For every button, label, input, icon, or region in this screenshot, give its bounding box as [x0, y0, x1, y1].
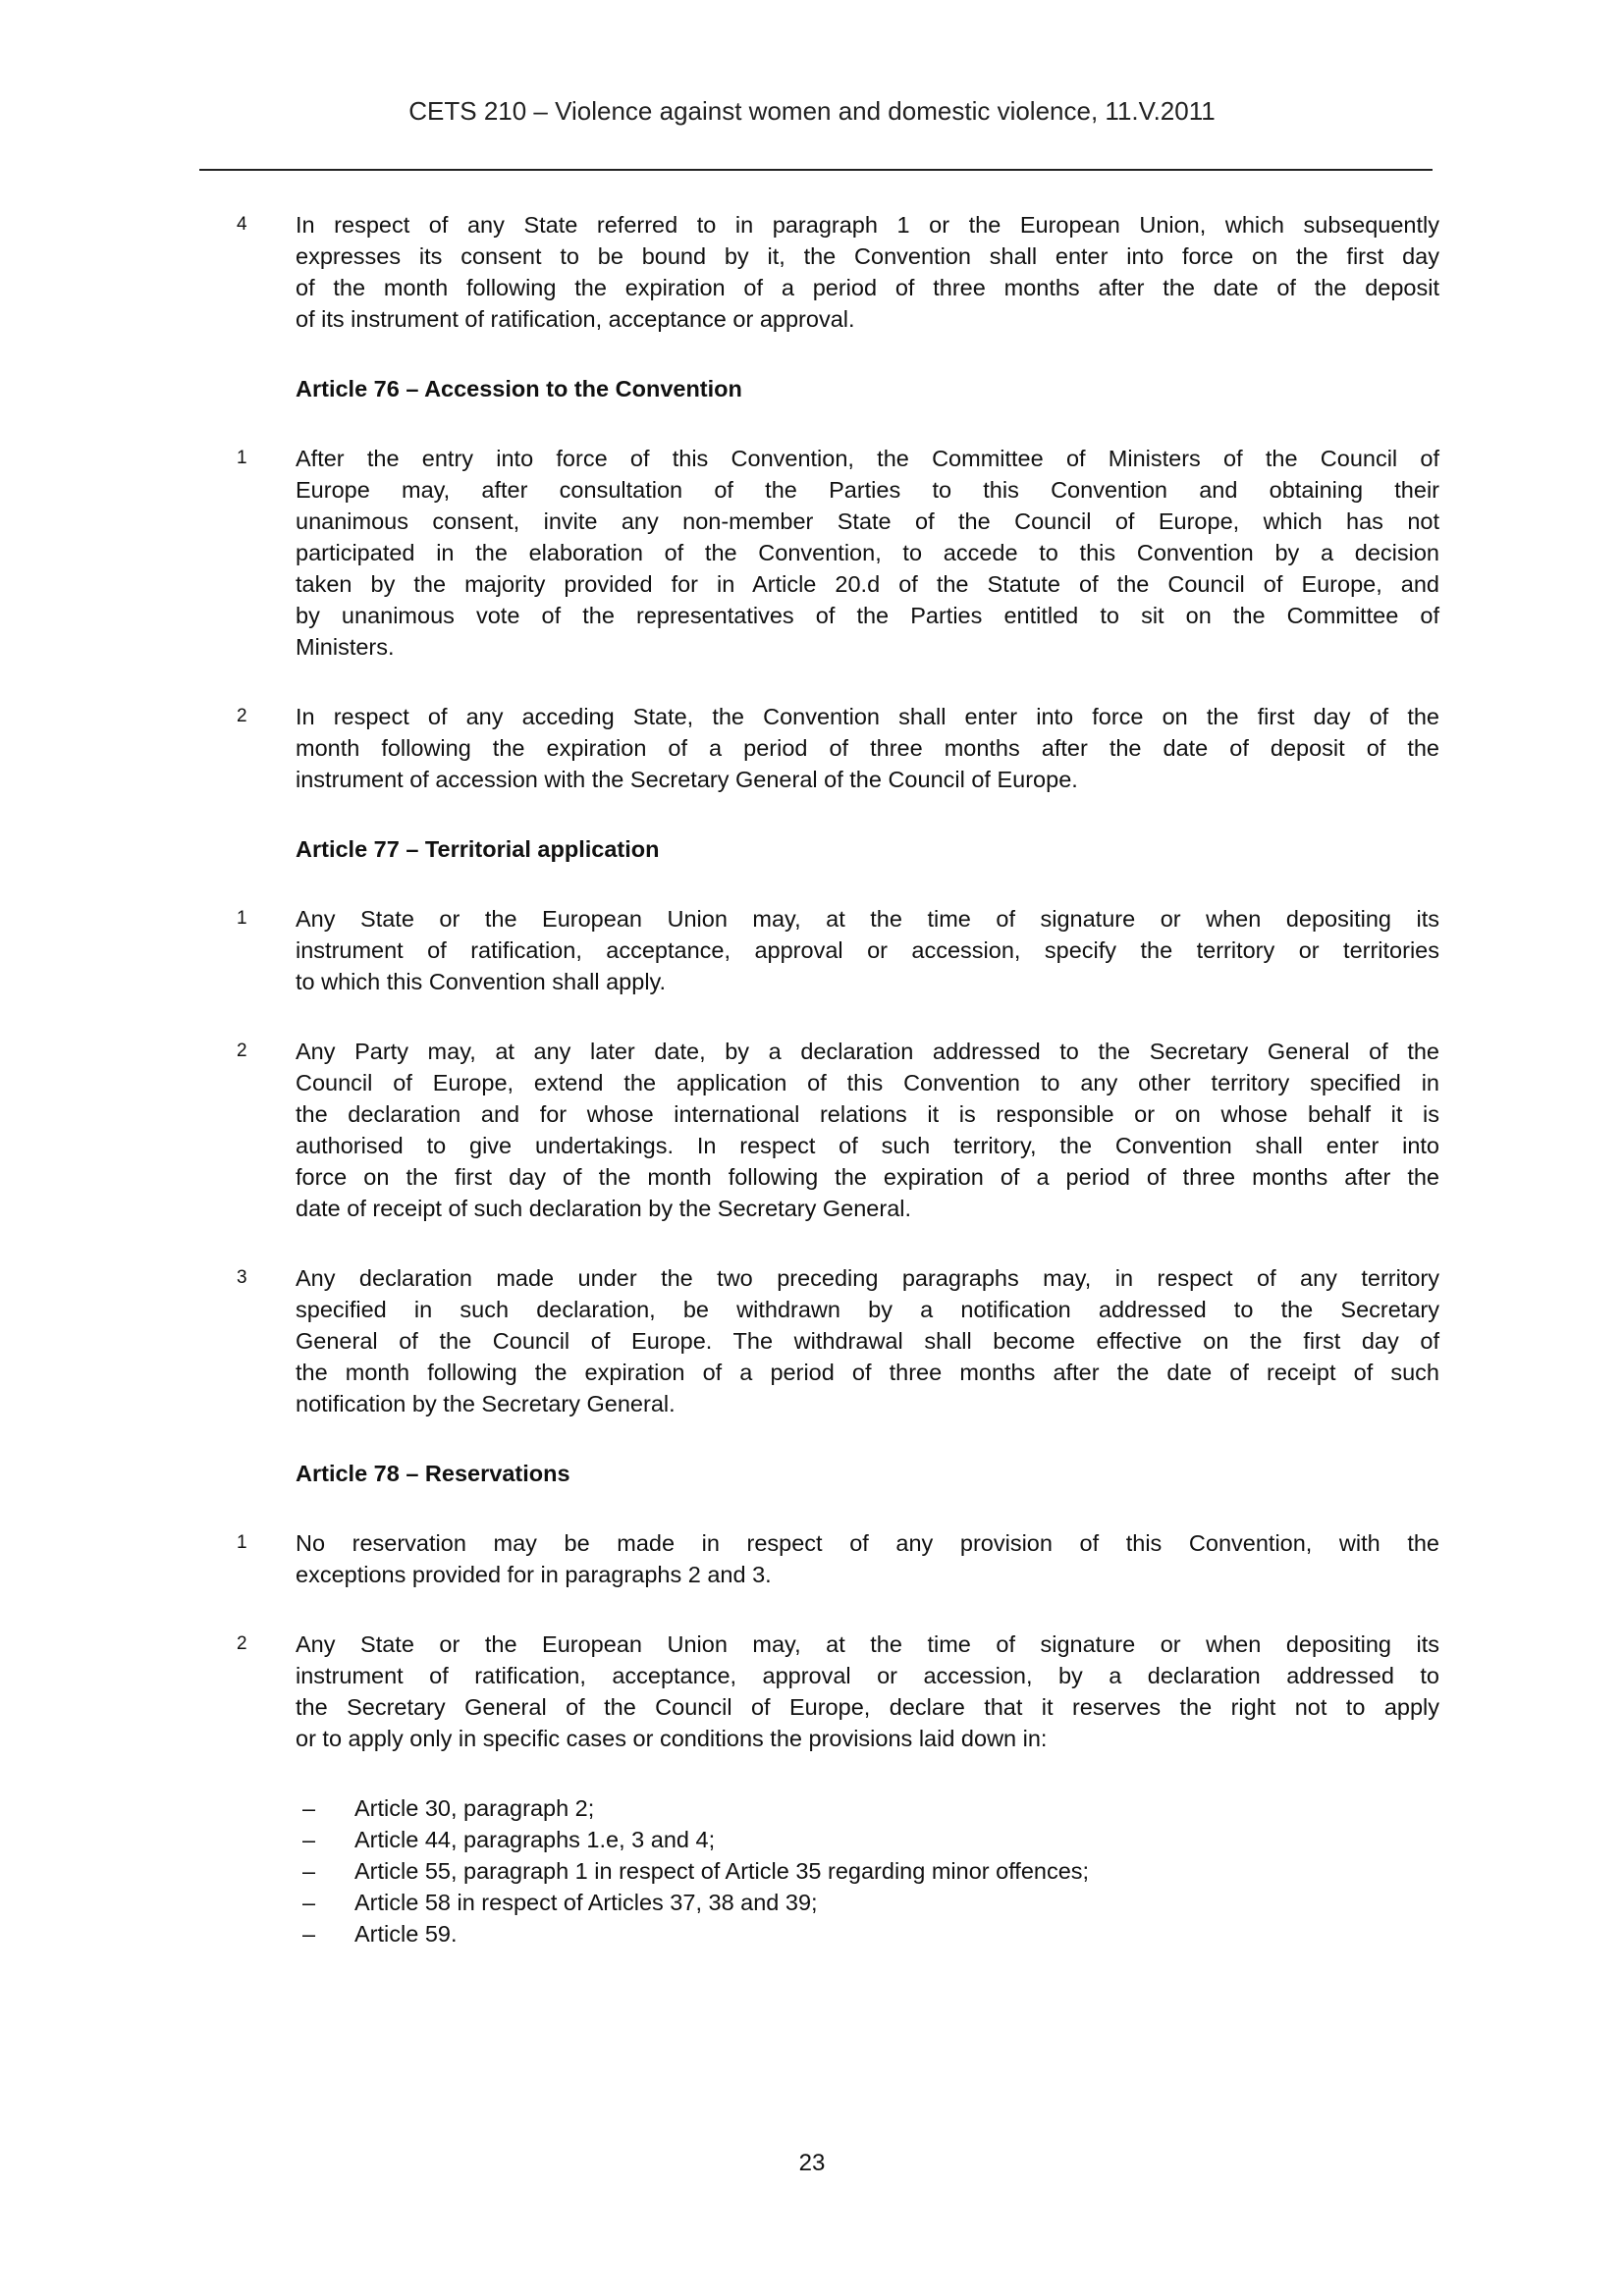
- dash-bullet-icon: –: [302, 1858, 316, 1884]
- list-item: [302, 1887, 1439, 1918]
- paragraph-line: instrument of ratification, acceptance, approval or accession, specify the territory or territories: [296, 937, 1439, 963]
- paragraph-number: 1: [237, 448, 247, 468]
- paragraph-line: notification by the Secretary General.: [296, 1391, 676, 1416]
- header-rule: [199, 169, 1433, 171]
- paragraph-line: or to apply only in specific cases or conditions the provisions laid down in:: [296, 1726, 1048, 1751]
- paragraph-line: of its instrument of ratification, acceptance or approval.: [296, 306, 855, 332]
- paragraph: [237, 443, 1439, 663]
- paragraph-line: In respect of any acceding State, the Convention shall enter into force on the first day of the: [296, 704, 1439, 729]
- paragraph-line: In respect of any State referred to in paragraph 1 or the European Union, which subsequently: [296, 212, 1439, 238]
- paragraph-line: expresses its consent to be bound by it, the Convention shall enter into force on the first day: [296, 243, 1439, 269]
- paragraph-line: exceptions provided for in paragraphs 2 and 3.: [296, 1562, 772, 1587]
- paragraph-number: 1: [237, 908, 247, 929]
- paragraph-line: Any State or the European Union may, at the time of signature or when depositing its: [296, 906, 1439, 932]
- paragraph-line: instrument of accession with the Secretary General of the Council of Europe.: [296, 767, 1078, 792]
- page-number: 23: [798, 2150, 826, 2176]
- paragraph-line: by unanimous vote of the representatives of the Parties entitled to sit on the Committee of: [296, 603, 1439, 628]
- list-item: [302, 1855, 1439, 1887]
- paragraph-line: Ministers.: [296, 634, 395, 660]
- paragraph-line: General of the Council of Europe. The withdrawal shall become effective on the first day of: [296, 1328, 1439, 1354]
- list-item-text: Article 30, paragraph 2;: [354, 1795, 595, 1821]
- paragraph: [237, 1036, 1439, 1224]
- paragraph-line: After the entry into force of this Convention, the Committee of Ministers of the Council of: [296, 446, 1439, 471]
- list-item: [302, 1824, 1439, 1855]
- paragraph: [237, 1262, 1439, 1419]
- document-body: [237, 209, 1439, 1949]
- paragraph-line: unanimous consent, invite any non-member State of the Council of Europe, which has not: [296, 508, 1439, 534]
- list-item: [302, 1918, 1439, 1949]
- dash-bullet-icon: –: [302, 1827, 316, 1852]
- paragraph-line: month following the expiration of a period of three months after the date of deposit of the: [296, 735, 1439, 761]
- paragraph-number: 1: [237, 1532, 247, 1553]
- article-heading: Article 77 – Territorial application: [296, 836, 660, 862]
- reservations-list: [237, 1792, 1439, 1949]
- paragraph-line: Council of Europe, extend the application of this Convention to any other territory specified in: [296, 1070, 1439, 1095]
- list-item-text: Article 58 in respect of Articles 37, 38 and 39;: [354, 1890, 818, 1915]
- dash-bullet-icon: –: [302, 1890, 316, 1915]
- paragraph: [237, 1527, 1439, 1590]
- paragraph: [237, 209, 1439, 335]
- paragraph-line: Europe may, after consultation of the Parties to this Convention and obtaining their: [296, 477, 1439, 503]
- dash-bullet-icon: –: [302, 1795, 316, 1821]
- paragraph-line: the month following the expiration of a period of three months after the date of receipt of such: [296, 1360, 1439, 1385]
- paragraph-line: date of receipt of such declaration by the Secretary General.: [296, 1196, 912, 1221]
- article-heading: Article 76 – Accession to the Convention: [296, 376, 742, 401]
- paragraph-line: the Secretary General of the Council of Europe, declare that it reserves the right not to apply: [296, 1694, 1439, 1720]
- paragraph-line: to which this Convention shall apply.: [296, 969, 667, 994]
- paragraph-line: taken by the majority provided for in Article 20.d of the Statute of the Council of Europe, and: [296, 571, 1439, 597]
- article-heading: Article 78 – Reservations: [296, 1461, 570, 1486]
- running-header: CETS 210 – Violence against women and domestic violence, 11.V.2011: [408, 96, 1216, 126]
- paragraph: [237, 1629, 1439, 1754]
- paragraph-line: Any State or the European Union may, at the time of signature or when depositing its: [296, 1631, 1439, 1657]
- list-item-text: Article 55, paragraph 1 in respect of Article 35 regarding minor offences;: [354, 1858, 1090, 1884]
- paragraph-line: No reservation may be made in respect of any provision of this Convention, with the: [296, 1530, 1439, 1556]
- paragraph-number: 4: [237, 214, 247, 235]
- paragraph-line: authorised to give undertakings. In respect of such territory, the Convention shall enter into: [296, 1133, 1439, 1158]
- paragraph-number: 2: [237, 1041, 247, 1061]
- paragraph-line: participated in the elaboration of the Convention, to accede to this Convention by a decision: [296, 540, 1439, 565]
- dash-bullet-icon: –: [302, 1921, 316, 1947]
- paragraph-number: 3: [237, 1267, 247, 1288]
- paragraph-line: the declaration and for whose international relations it is responsible or on whose behalf it is: [296, 1101, 1439, 1127]
- paragraph-line: of the month following the expiration of a period of three months after the date of the deposit: [296, 275, 1439, 300]
- paragraph: [237, 701, 1439, 795]
- paragraph-line: force on the first day of the month following the expiration of a period of three months after the: [296, 1164, 1439, 1190]
- list-item-text: Article 59.: [354, 1921, 458, 1947]
- paragraph-number: 2: [237, 706, 247, 726]
- paragraph-number: 2: [237, 1633, 247, 1654]
- paragraph-line: specified in such declaration, be withdrawn by a notification addressed to the Secretary: [296, 1297, 1439, 1322]
- list-item: [302, 1792, 1439, 1824]
- list-item-text: Article 44, paragraphs 1.e, 3 and 4;: [354, 1827, 716, 1852]
- paragraph-line: Any declaration made under the two preceding paragraphs may, in respect of any territory: [296, 1265, 1439, 1291]
- paragraph-line: instrument of ratification, acceptance, approval or accession, by a declaration addressed to: [296, 1663, 1439, 1688]
- paragraph: [237, 903, 1439, 997]
- paragraph-line: Any Party may, at any later date, by a declaration addressed to the Secretary General of the: [296, 1039, 1439, 1064]
